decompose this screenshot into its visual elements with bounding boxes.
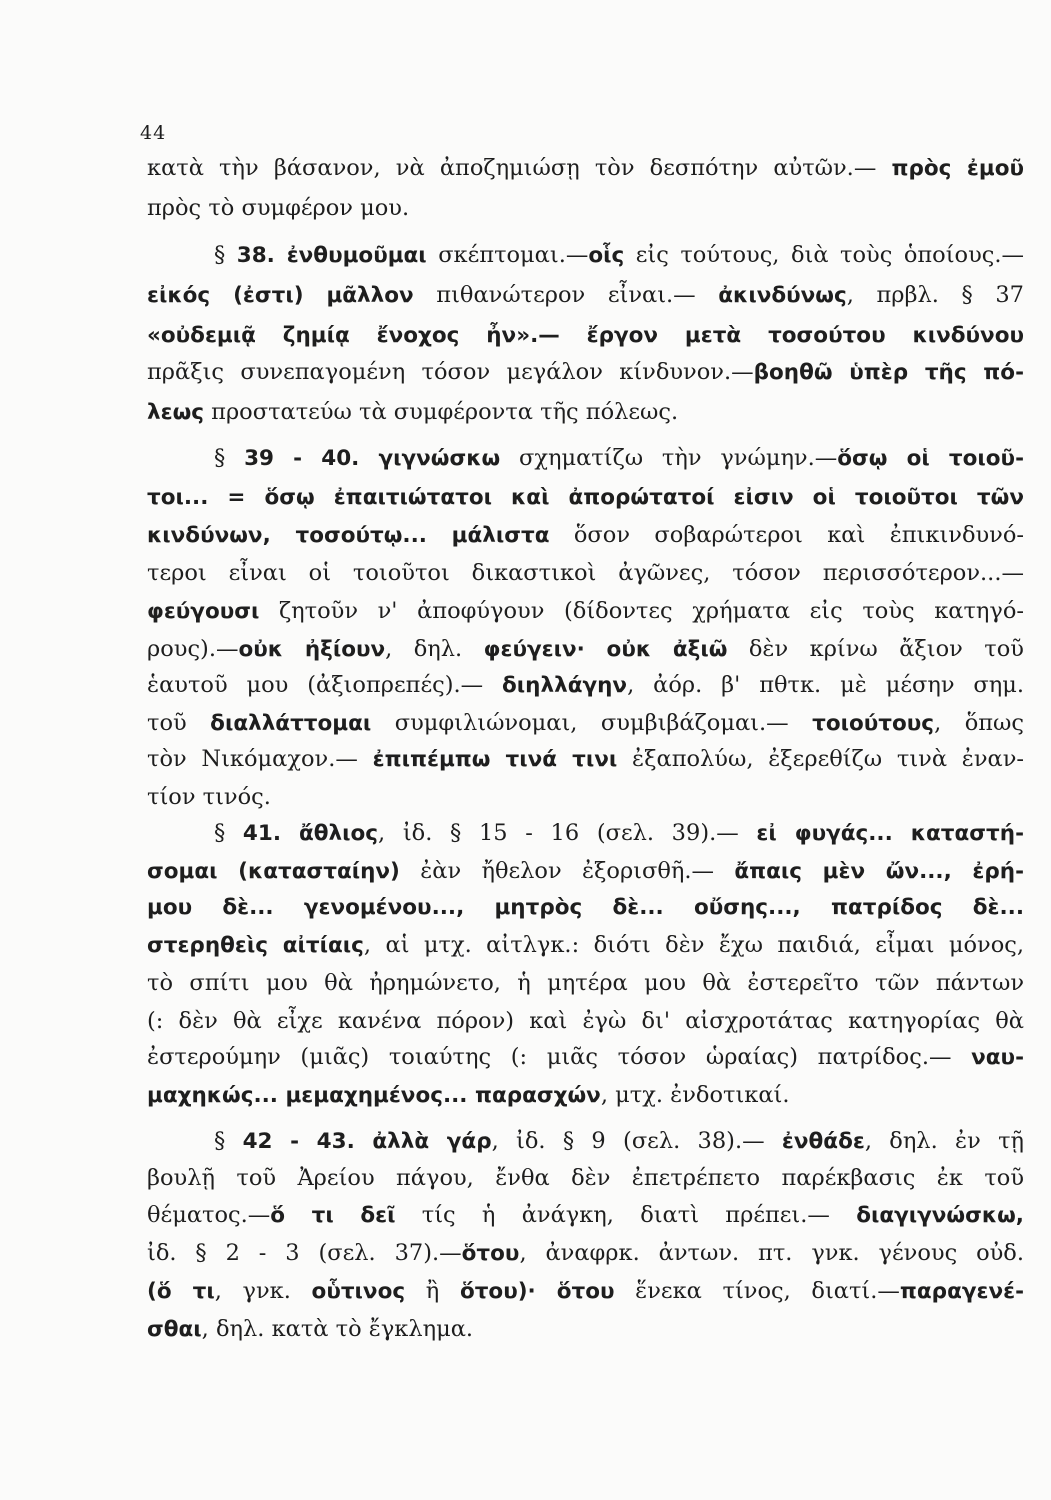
gloss-text: , ἀναφρκ. ἀντων. πτ. γνκ. γένους οὐδ. [519,1240,1024,1266]
text-line [147,357,1024,388]
gloss-text: δὲν κρίνω ἄξιον τοῦ [727,636,1024,662]
text-line [147,397,1024,428]
text-line [147,558,1024,588]
gloss-text: , γνκ. [214,1278,312,1304]
gloss-text: , αἱ μτχ. αἰτλγκ.: διότι δὲν ἔχω παιδιά, εἶμαι μόνος, [363,932,1024,958]
text-line [147,153,1024,184]
gloss-text: ὅσον σοβαρώτεροι καὶ ἐπικινδυνό- [549,522,1024,548]
text-line [147,320,1024,351]
gloss-text: βουλῇ τοῦ Ἀρείου πάγου, ἔνθα δὲν ἐπετρέπετο παρέκβασις ἐκ τοῦ [147,1165,1024,1191]
gloss-text: πρὸς τὸ συμφέρον μου. [147,195,410,221]
text-line [147,1238,1024,1269]
gloss-text: , ἀόρ. β' πθτκ. μὲ μέσην σημ. [627,672,1024,698]
text-line [147,782,1024,812]
gloss-text: ἐξαπολύω, ἐξερεθίζω τινὰ ἐναν- [617,746,1025,772]
bold-lemma: μαχηκώς... μεμαχημένος... παρασχών [147,1083,601,1108]
bold-lemma: 39 - 40. γιγνώσκω [244,446,501,471]
bold-lemma: διαλλάττομαι [210,711,372,736]
gloss-text: τίς ἡ ἀνάγκη, διατὶ πρέπει.— [395,1202,857,1228]
gloss-text: (: δὲν θὰ εἶχε κανένα πόρον) καὶ ἐγὼ δι' αἰσχροτάτας κατηγορίας θὰ [147,1008,1024,1034]
gloss-text: ἐὰν ἤθελον ἐξορισθῆ.— [399,858,735,884]
bold-lemma: πρὸς ἐμοῦ [891,156,1025,181]
gloss-text: προστατεύω τὰ συμφέροντα τῆς πόλεως. [204,399,679,425]
gloss-text: , ἰδ. § 9 (σελ. 38).— [491,1128,782,1154]
gloss-text: πρᾶξις συνεπαγομένη τόσον μεγάλον κίνδυνον.— [147,359,754,385]
text-line [147,596,1024,627]
bold-lemma: 41. ἄθλιος [242,821,379,846]
gloss-text: τοῦ [147,710,211,736]
gloss-text: ρους).— [147,636,239,662]
bold-lemma: διηλλάγην [502,673,628,698]
gloss-text: § [214,445,245,471]
gloss-text: , πρβλ. § 37 [846,282,1024,308]
bold-lemma: εἰ φυγάς... καταστή- [756,821,1024,846]
bold-lemma: ὅτου)· ὅτου [459,1279,615,1304]
gloss-text: σκέπτομαι.— [426,242,589,268]
bold-lemma: εἰκός (ἐστι) μᾶλλον [147,283,414,308]
text-line [147,1163,1024,1193]
text-line [147,708,1024,739]
gloss-text: τὸ σπίτι μου θὰ ἠρημώνετο, ἡ μητέρα μου θὰ ἐστερεῖτο τῶν πάντων [147,970,1024,996]
gloss-text: § [214,242,237,268]
gloss-text: , δηλ. [385,636,484,662]
gloss-text: ἐστερούμην (μιᾶς) τοιαύτης (: μιᾶς τόσον ὡραίας) πατρίδος.— [147,1044,972,1070]
text-line [147,744,1024,775]
gloss-text: , μτχ. ἐνδοτικαί. [600,1082,790,1108]
gloss-text: ζητοῦν ν' ἀποφύγουν (δίδοντες χρήματα εἰς τοὺς κατηγό- [259,598,1024,624]
gloss-text: τὸν Νικόμαχον.— [147,746,373,772]
gloss-text: ἕνεκα τίνος, διατί.— [614,1278,900,1304]
text-line [147,1200,1024,1231]
gloss-text: κατὰ τὴν βάσανον, νὰ ἀποζημιώσῃ τὸν δεσπότην αὐτῶν.— [147,155,892,181]
bold-lemma: ὅτου [461,1241,520,1266]
text-line [147,1006,1024,1036]
bold-lemma: ἀκινδύνως [718,283,847,308]
gloss-text: τεροι εἶναι οἱ τοιοῦτοι δικαστικοὶ ἀγῶνες, τόσον περισσότερον...— [147,560,1024,586]
bold-lemma: (ὅ τι [147,1279,215,1304]
bold-lemma: φεύγουσι [147,599,260,624]
bold-lemma: τοι... = ὅσῳ ἐπαιτιώτατοι καὶ ἀπορώτατοί εἰσιν οἱ τοιοῦτοι τῶν [147,485,1024,510]
text-line [147,1276,1024,1307]
gloss-text: , δηλ. ἐν τῇ [864,1128,1025,1154]
gloss-text: σχηματίζω τὴν γνώμην.— [500,445,838,471]
gloss-text: ἢ [405,1278,460,1304]
text-line [147,280,1024,311]
bold-lemma: οἷς [588,243,625,268]
text-line [214,1126,1024,1157]
text-line [147,670,1024,701]
text-line [147,634,1024,665]
gloss-text: ἑαυτοῦ μου (ἀξιοπρεπές).— [147,672,503,698]
gloss-text: πιθανώτερον εἶναι.— [413,282,719,308]
bold-lemma: φεύγειν· οὐκ ἀξιῶ [483,637,728,662]
bold-lemma: ὅ τι δεῖ [270,1203,396,1228]
bold-lemma: σθαι [147,1317,202,1342]
text-line [147,930,1024,961]
gloss-text: § [214,1128,243,1154]
text-line [214,818,1024,849]
bold-lemma: ἄπαις μὲν ὤν..., ἐρή- [734,859,1024,884]
bold-lemma: διαγιγνώσκω, [856,1203,1024,1228]
gloss-text: τίον τινός. [147,784,271,810]
text-line [147,856,1024,887]
bold-lemma: ἐνθάδε [781,1129,865,1154]
gloss-text: θέματος.— [147,1202,271,1228]
bold-lemma: σομαι (κατασταίην) [147,859,400,884]
gloss-text: § [214,820,243,846]
bold-lemma: ἐπιπέμπω τινά τινι [372,747,618,772]
bold-lemma: οὐκ ἠξίουν [238,637,386,662]
text-line [147,968,1024,998]
bold-lemma: ναυ- [971,1045,1024,1070]
text-line [147,892,1024,923]
gloss-text: εἰς τούτους, διὰ τοὺς ὁποίους.— [624,242,1025,268]
gloss-text: ἰδ. § 2 - 3 (σελ. 37).— [147,1240,462,1266]
gloss-text: , δηλ. κατὰ τὸ ἔγκλημα. [201,1316,474,1342]
bold-lemma: 42 - 43. ἀλλὰ γάρ [242,1129,492,1154]
bold-lemma: ὅσῳ οἱ τοιοῦ- [837,446,1025,471]
gloss-text: , ὅπως [934,710,1024,736]
bold-lemma: παραγενέ- [899,1279,1024,1304]
bold-lemma: 38. ἐνθυμοῦμαι [236,243,427,268]
text-line [214,443,1024,474]
bold-lemma: μου δὲ... γενομένου..., μητρὸς δὲ... οὔσης..., πατρίδος δὲ... [147,895,1024,920]
text-line [147,520,1024,551]
bold-lemma: κινδύνων, τοσούτῳ... μάλιστα [147,523,550,548]
text-line [147,1042,1024,1073]
bold-lemma: στερηθεὶς αἰτίαις [147,933,364,958]
text-line [147,1314,1024,1345]
bold-lemma: οὗτινος [311,1279,406,1304]
text-line [147,482,1024,513]
text-line [147,193,1024,223]
gloss-text: , ἰδ. § 15 - 16 (σελ. 39).— [378,820,757,846]
text-line [147,1080,1024,1111]
page-number: 44 [140,122,167,144]
bold-lemma: λεως [147,400,205,425]
bold-lemma: «οὐδεμιᾷ ζημίᾳ ἔνοχος ἦν».— ἔργον μετὰ τοσούτου κινδύνου [147,323,1024,348]
text-line [214,240,1024,271]
bold-lemma: τοιούτους [812,711,935,736]
gloss-text: συμφιλιώνομαι, συμβιβάζομαι.— [371,710,813,736]
bold-lemma: βοηθῶ ὑπὲρ τῆς πό- [753,360,1024,385]
